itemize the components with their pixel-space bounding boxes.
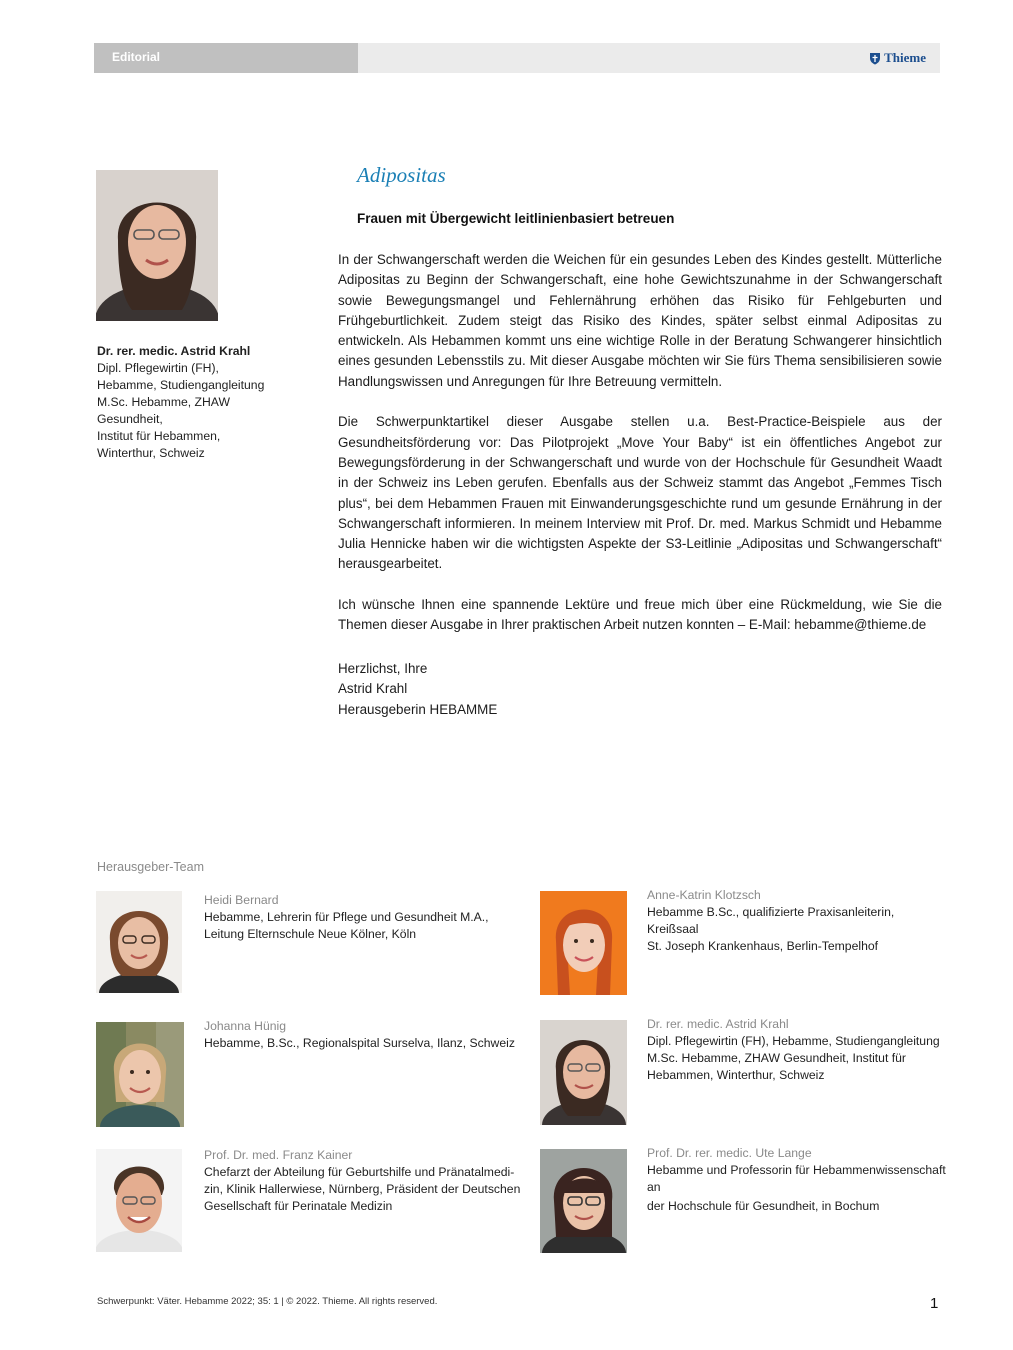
member-name: Heidi Bernard xyxy=(204,893,279,907)
member-desc: Hebamme und Professorin für Hebammenwissenschaft an xyxy=(647,1163,946,1194)
member-desc: der Hochschule für Gesundheit, in Bochum xyxy=(647,1199,880,1213)
team-member xyxy=(204,1147,524,1215)
team-member xyxy=(647,887,947,955)
article-subtitle: Frauen mit Übergewicht leitlinienbasiert betreuen xyxy=(357,211,675,226)
author-line: Institut für Hebammen, xyxy=(97,429,221,443)
thieme-crest-icon xyxy=(869,52,881,65)
author-name: Dr. rer. medic. Astrid Krahl xyxy=(97,344,251,358)
brand-name: Thieme xyxy=(884,50,926,65)
body-paragraph: Die Schwerpunktartikel dieser Ausgabe stellen u.a. Best-Practice-Beispiele aus der Gesundheitsförderung vor: Das Pilotprojekt „Move Your Baby“ ist ein öffentliches Angebot zur Bewegungsförderung in der Schwangerschaft und wurde von der Hochschule für Gesundheit Waadt in der Schweiz ins Leben gerufen. Ebenfalls aus der Schweiz stammt das Angebot „Femmes Tisch plus“, bei dem Hebammen Frauen mit Einwanderungsgeschichte rund um gesunde Ernährung in der Schwangerschaft informieren. In meinem Interview mit Prof. Dr. med. Markus Schmidt und Hebamme Julia Hennicke haben wir die wichtigsten Aspekte der S3-Leitlinie „Adipositas und Schwangerschaft“ herausgearbeitet. xyxy=(338,414,942,572)
member-desc: Hebammen, Winterthur, Schweiz xyxy=(647,1068,825,1082)
article-body xyxy=(338,250,942,656)
member-desc: Hebamme B.Sc., qualifizierte Praxisanleiterin, Kreißsaal xyxy=(647,905,895,936)
member-desc: Dipl. Pflegewirtin (FH), Hebamme, Studiengangleitung xyxy=(647,1034,940,1048)
team-member xyxy=(647,1016,947,1084)
footer-citation: Schwerpunkt: Väter. Hebamme 2022; 35: 1 | © 2022. Thieme. All rights reserved. xyxy=(97,1296,438,1307)
member-desc: M.Sc. Hebamme, ZHAW Gesundheit, Institut für xyxy=(647,1051,906,1065)
member-photo xyxy=(540,1020,627,1125)
member-desc: Hebamme, B.Sc., Regionalspital Surselva, Ilanz, Schweiz xyxy=(204,1036,515,1050)
publisher-logo[interactable] xyxy=(869,50,926,66)
page-number: 1 xyxy=(930,1295,939,1312)
team-member xyxy=(204,1018,524,1052)
member-name: Prof. Dr. rer. medic. Ute Lange xyxy=(647,1146,812,1160)
member-name: Johanna Hünig xyxy=(204,1019,286,1033)
author-line: Hebamme, Studiengangleitung xyxy=(97,378,265,392)
author-line: Gesundheit, xyxy=(97,412,163,426)
member-desc: Chefarzt der Abteilung für Geburtshilfe und Pränatalmedi- xyxy=(204,1165,515,1179)
member-name: Prof. Dr. med. Franz Kainer xyxy=(204,1148,353,1162)
signoff xyxy=(338,659,497,720)
member-photo xyxy=(96,1022,184,1127)
member-name: Anne-Katrin Klotzsch xyxy=(647,888,761,902)
author-photo xyxy=(96,170,218,321)
member-desc: Gesellschaft für Perinatale Medizin xyxy=(204,1199,393,1213)
member-desc: Hebamme, Lehrerin für Pflege und Gesundheit M.A., xyxy=(204,910,489,924)
team-heading: Herausgeber-Team xyxy=(97,860,204,874)
author-line: Winterthur, Schweiz xyxy=(97,446,205,460)
member-photo xyxy=(96,1149,182,1252)
author-line: M.Sc. Hebamme, ZHAW xyxy=(97,395,230,409)
header-bar xyxy=(94,43,940,73)
member-photo xyxy=(540,1149,627,1253)
author-bio xyxy=(97,343,297,462)
member-name: Dr. rer. medic. Astrid Krahl xyxy=(647,1017,789,1031)
member-desc: zin, Klinik Hallerwiese, Nürnberg, Präsident der Deutschen xyxy=(204,1182,521,1196)
author-line: Dipl. Pflegewirtin (FH), xyxy=(97,361,219,375)
team-member xyxy=(647,1145,947,1215)
article-title: Adipositas xyxy=(357,163,446,187)
member-photo xyxy=(540,891,627,995)
section-tab xyxy=(94,43,358,73)
member-desc: Leitung Elternschule Neue Kölner, Köln xyxy=(204,927,417,941)
signoff-line: Herzlichst, Ihre xyxy=(338,661,428,676)
body-paragraph: In der Schwangerschaft werden die Weichen für ein gesundes Leben des Kindes gestellt. Mütterliche Adipositas zu Beginn der Schwangerschaft, eine hohe Gewichtszunahme in der Schwangerschaft sowie Bewegungsmangel und Fehlernährung erhöhen das Risiko für Fehlgeburten und Frühgeburtlichkeit. Zudem steigt das Risiko des Kindes, später selbst einmal Adipositas zu entwickeln. Als Hebammen kommt uns eine wichtige Rolle in der Beratung Schwangerer hinsichtlich eines gesunden Lebensstils zu. Mit dieser Ausgabe möchten wir Sie fürs Thema sensibilisieren sowie Handlungswissen und Anregungen für Ihre Betreuung vermitteln. xyxy=(338,252,942,389)
team-member xyxy=(204,892,524,943)
section-label: Editorial xyxy=(112,50,161,64)
signoff-line: Astrid Krahl xyxy=(338,681,408,697)
body-paragraph: Ich wünsche Ihnen eine spannende Lektüre und freue mich über eine Rückmeldung, wie Sie die Themen dieser Ausgabe in Ihrer praktischen Arbeit nutzen konnten – E-Mail: hebamme@thieme.de xyxy=(338,597,942,633)
member-photo xyxy=(96,891,182,993)
member-desc: St. Joseph Krankenhaus, Berlin-Tempelhof xyxy=(647,939,879,953)
signoff-line: Herausgeberin HEBAMME xyxy=(338,701,498,717)
